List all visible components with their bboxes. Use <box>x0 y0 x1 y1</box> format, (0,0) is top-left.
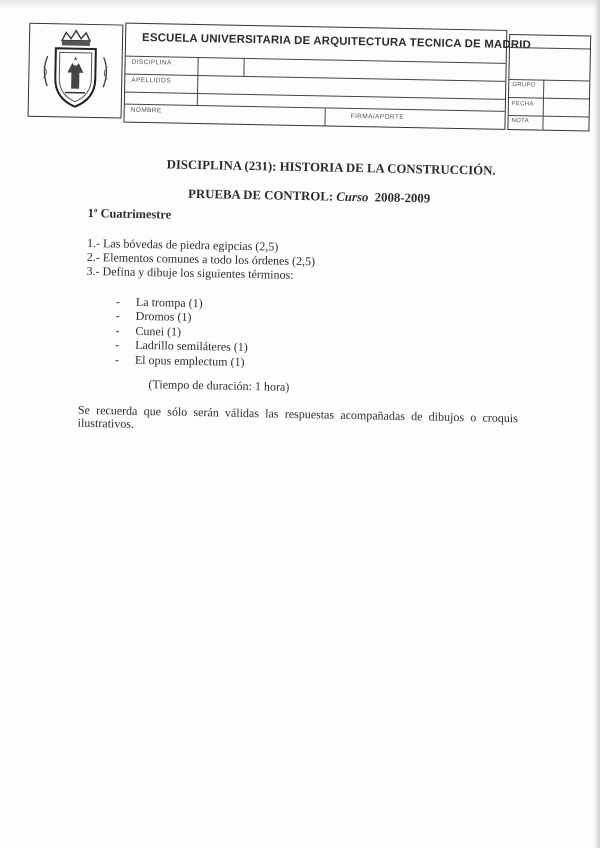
semester-label: Cuatrimestre <box>100 206 172 222</box>
field-label-firma-aporte: FIRMA/APORTE <box>350 112 405 121</box>
form-divider <box>125 104 505 112</box>
term-text: Cunei (1) <box>135 323 182 339</box>
form-divider-vertical <box>197 57 198 75</box>
form-divider-vertical <box>542 80 544 130</box>
list-dash: - <box>115 323 120 338</box>
question-item: 1.- Las bóvedas de piedra egipcias (2,5) <box>87 235 279 254</box>
form-divider-vertical <box>243 58 244 76</box>
term-text: Ladrillo semiláteres (1) <box>135 338 248 355</box>
form-divider <box>509 115 589 118</box>
term-text: Dromos (1) <box>135 309 192 325</box>
grades-form <box>507 34 591 132</box>
school-crest-box <box>28 23 124 119</box>
term-text: El opus emplectum (1) <box>134 352 245 369</box>
form-divider <box>126 56 506 64</box>
form-divider-vertical <box>197 75 198 93</box>
school-name: ESCUELA UNIVERSITARIA DE ARQUITECTURA TECNICA DE MADRID <box>141 31 532 52</box>
course-label: Curso <box>336 189 369 205</box>
term-list <box>115 294 249 369</box>
field-label-nota: NOTA <box>511 118 530 125</box>
field-label-fecha: FECHA <box>511 101 534 108</box>
form-divider <box>125 74 505 82</box>
control-label: PRUEBA DE CONTROL: <box>187 186 334 204</box>
form-divider <box>510 47 590 50</box>
field-label-nombre: NOMBRE <box>130 106 162 115</box>
form-divider <box>509 97 589 100</box>
question-item: 2.- Elementos comunes a todo los órdenes (2,5) <box>86 250 316 269</box>
semester-number: 1 <box>87 206 95 221</box>
exam-title: DISCIPLINA (231): HISTORIA DE LA CONSTRUCCIÓN. <box>166 157 496 178</box>
term-text: La trompa (1) <box>135 294 203 311</box>
form-divider-vertical <box>324 107 325 125</box>
instructions-note: Se recuerda que sólo serán válidas las respuestas acompañadas de dibujos o croquis ilustrativos. <box>77 402 518 431</box>
control-test-line <box>188 187 430 207</box>
question-list <box>86 236 315 283</box>
duration-text: (Tiempo de duración: 1 hora) <box>148 377 290 394</box>
question-item: 3.- Defina y dibuje los siguientes términos: <box>86 264 294 283</box>
term-item <box>115 352 248 369</box>
course-years: 2008-2009 <box>374 190 431 206</box>
list-dash: - <box>115 337 120 352</box>
field-label-grupo: GRUPO <box>512 82 536 89</box>
semester-heading <box>88 206 172 223</box>
list-dash: - <box>115 308 120 323</box>
form-divider-vertical <box>197 93 198 105</box>
form-divider <box>125 92 505 100</box>
field-label-apellidos: APELLIDOS <box>131 76 172 85</box>
list-dash: - <box>115 294 121 309</box>
field-label-disciplina: DISCIPLINA <box>131 58 172 67</box>
school-crest-icon <box>33 26 119 114</box>
semester-ordinal: o <box>93 206 98 215</box>
form-divider <box>509 79 589 82</box>
list-dash: - <box>114 352 120 367</box>
